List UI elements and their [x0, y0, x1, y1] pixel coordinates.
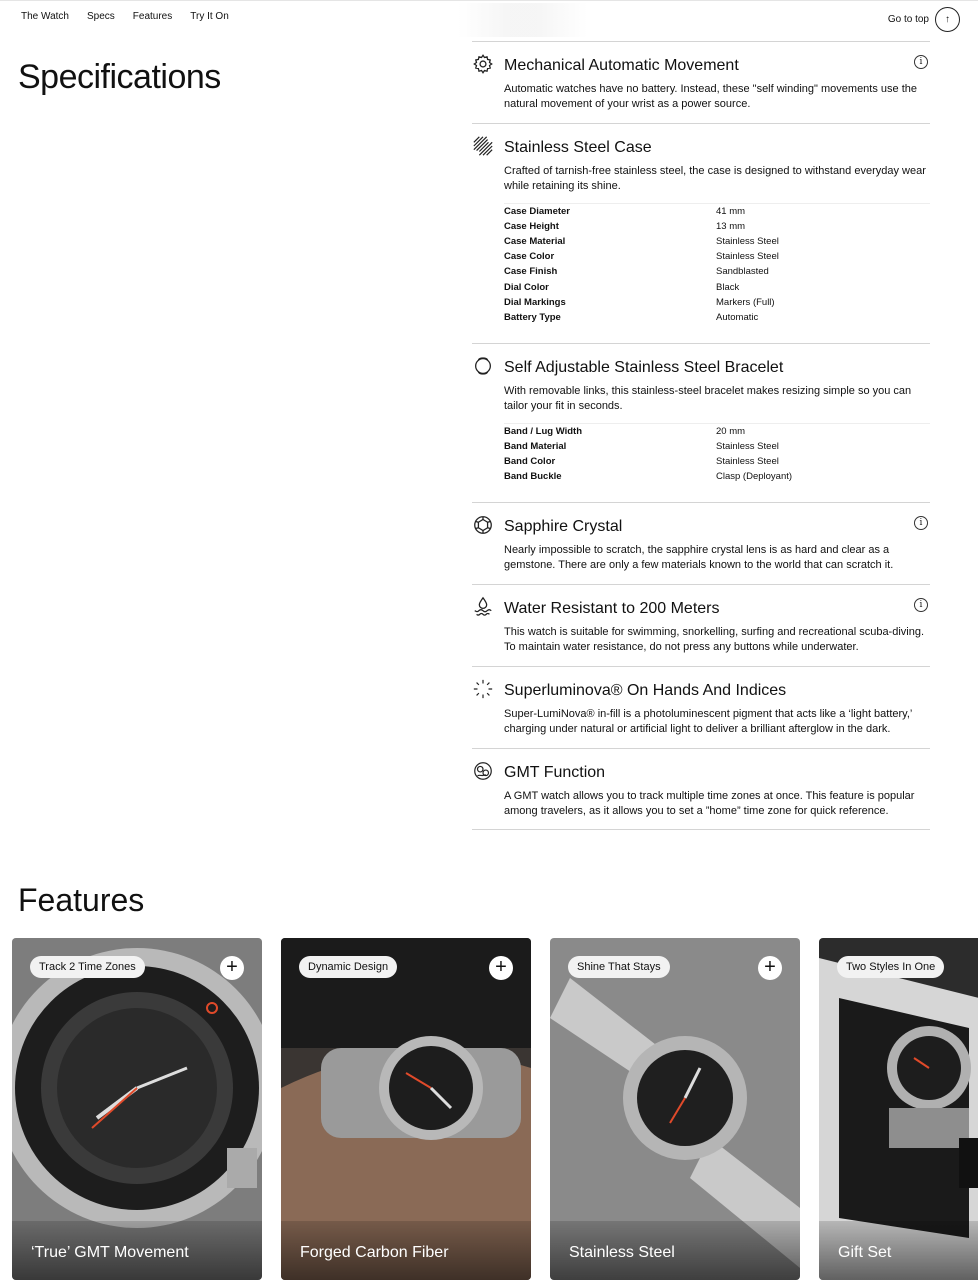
nav-links: [21, 11, 229, 22]
table-row: [504, 249, 930, 264]
spec-value: 20 mm: [716, 425, 746, 437]
feature-caption-bar: [281, 1221, 531, 1280]
spec-value: 41 mm: [716, 205, 746, 217]
plus-icon[interactable]: +: [220, 956, 244, 980]
spec-value: Stainless Steel: [716, 440, 779, 452]
specifications-list: [472, 41, 930, 830]
feature-caption-bar: [12, 1221, 262, 1280]
feature-card-gmt-movement[interactable]: [12, 938, 262, 1280]
table-row: [504, 310, 930, 325]
spec-description: A GMT watch allows you to track multiple time zones at once. This feature is popular among travelers, as it allows you to set a ”home” time zone for quick reference.: [504, 790, 915, 817]
spec-key: Case Color: [504, 251, 555, 263]
features-carousel[interactable]: [12, 938, 978, 1280]
feature-card-gift-set[interactable]: [819, 938, 978, 1280]
spec-item-movement: [472, 41, 930, 123]
features-heading: Features: [18, 882, 145, 918]
nav-link-the-watch[interactable]: The Watch: [21, 11, 69, 22]
spec-item-bracelet: [472, 343, 930, 502]
spec-key: Case Finish: [504, 266, 558, 278]
spec-value: Clasp (Deployant): [716, 471, 793, 483]
nav-link-specs[interactable]: Specs: [86, 11, 115, 22]
feature-caption: Gift Set: [838, 1244, 892, 1261]
spec-description: Crafted of tarnish-free stainless steel, the case is designed to withstand everyday wear while retaining its shine.: [504, 165, 926, 192]
table-row: [504, 469, 930, 484]
feature-caption-bar: [819, 1221, 978, 1280]
feature-card-stainless-steel[interactable]: [550, 938, 800, 1280]
table-row: [504, 219, 930, 234]
spec-value: 13 mm: [716, 220, 746, 232]
table-row: [504, 204, 930, 219]
spec-description: Automatic watches have no battery. Instead, these "self winding" movements use the natural movement of your wrist as a power source.: [504, 83, 917, 110]
spec-title: Self Adjustable Stainless Steel Bracelet: [504, 359, 784, 376]
specifications-heading: Specifications: [18, 58, 221, 96]
nav-link-features[interactable]: Features: [132, 11, 173, 22]
spec-title: Mechanical Automatic Movement: [504, 57, 739, 74]
spec-value: Stainless Steel: [716, 251, 779, 263]
table-row: [504, 234, 930, 249]
spec-item-case: [472, 123, 930, 343]
table-row: [504, 279, 930, 294]
spec-item-sapphire: [472, 502, 930, 584]
feature-caption: ‘True’ GMT Movement: [31, 1244, 189, 1261]
info-icon[interactable]: i: [914, 516, 928, 530]
go-to-top-button[interactable]: [888, 7, 960, 32]
table-row: [504, 439, 930, 454]
spec-description: Nearly impossible to scratch, the sapphire crystal lens is as hard and clear as a gemstone. There are only a few materials known to the world that can scratch it.: [504, 544, 894, 571]
spec-value: Markers (Full): [716, 296, 775, 308]
spec-item-water: [472, 584, 930, 666]
table-row: [504, 264, 930, 279]
feature-tag: Two Styles In One: [837, 956, 944, 978]
spec-title: Water Resistant to 200 Meters: [504, 600, 720, 617]
bracelet-icon: [472, 355, 494, 377]
feature-tag: Shine That Stays: [568, 956, 670, 978]
spec-description: With removable links, this stainless-steel bracelet makes resizing simple so you can tailor your fit in seconds.: [504, 385, 912, 412]
sparkle-icon: [472, 678, 494, 700]
go-to-top-label: Go to top: [887, 14, 929, 25]
spec-value: Stainless Steel: [716, 235, 779, 247]
table-row: [504, 295, 930, 310]
feature-caption: Forged Carbon Fiber: [300, 1244, 449, 1261]
nav-link-try-it-on[interactable]: Try It On: [190, 11, 229, 22]
spec-value: Black: [716, 281, 740, 293]
spec-description: Super-LumiNova® in-fill is a photoluminescent pigment that acts like a ‘light battery,’ charging under natural or artificial light to deliver a brilliant afterglow in the dark.: [504, 708, 912, 735]
spec-key: Case Height: [504, 220, 559, 232]
feature-tag: Dynamic Design: [299, 956, 397, 978]
crystal-icon: [472, 514, 494, 536]
spec-key: Case Material: [504, 235, 566, 247]
spec-key: Band Buckle: [504, 471, 562, 483]
spec-value: Sandblasted: [716, 266, 769, 278]
top-navigation: [0, 0, 978, 36]
spec-key: Battery Type: [504, 311, 561, 323]
table-row: [504, 454, 930, 469]
spec-key: Band Material: [504, 440, 567, 452]
nav-fade-overlay: [458, 3, 588, 37]
spec-table-bracelet: [504, 423, 930, 484]
spec-title: Stainless Steel Case: [504, 139, 652, 156]
globe-icon: [472, 760, 494, 782]
plus-icon[interactable]: +: [489, 956, 513, 980]
spec-title: Sapphire Crystal: [504, 518, 623, 535]
spec-table-case: [504, 203, 930, 325]
spec-value: Stainless Steel: [716, 455, 779, 467]
spec-value: Automatic: [716, 311, 759, 323]
feature-caption-bar: [550, 1221, 800, 1280]
water-drop-icon: [472, 596, 494, 618]
spec-description: This watch is suitable for swimming, snorkelling, surfing and recreational scuba-diving. To maintain water resistance, do not press any buttons while underwater.: [504, 626, 925, 653]
spec-key: Band / Lug Width: [504, 425, 583, 437]
spec-key: Dial Markings: [504, 296, 566, 308]
feature-tag: Track 2 Time Zones: [30, 956, 145, 978]
info-icon[interactable]: i: [914, 55, 928, 69]
arrow-up-icon: ↑: [935, 7, 960, 32]
feature-card-carbon-fiber[interactable]: [281, 938, 531, 1280]
spec-item-superluminova: [472, 666, 930, 748]
spec-key: Dial Color: [504, 281, 549, 293]
info-icon[interactable]: i: [914, 598, 928, 612]
spec-title: Superluminova® On Hands And Indices: [504, 682, 787, 699]
table-row: [504, 424, 930, 439]
gear-icon: [472, 53, 494, 75]
spec-key: Band Color: [504, 455, 556, 467]
plus-icon[interactable]: +: [758, 956, 782, 980]
feature-caption: Stainless Steel: [569, 1244, 675, 1261]
spec-item-gmt: [472, 748, 930, 830]
spec-title: GMT Function: [504, 764, 606, 781]
spec-key: Case Diameter: [504, 205, 571, 217]
case-pattern-icon: [472, 135, 494, 157]
